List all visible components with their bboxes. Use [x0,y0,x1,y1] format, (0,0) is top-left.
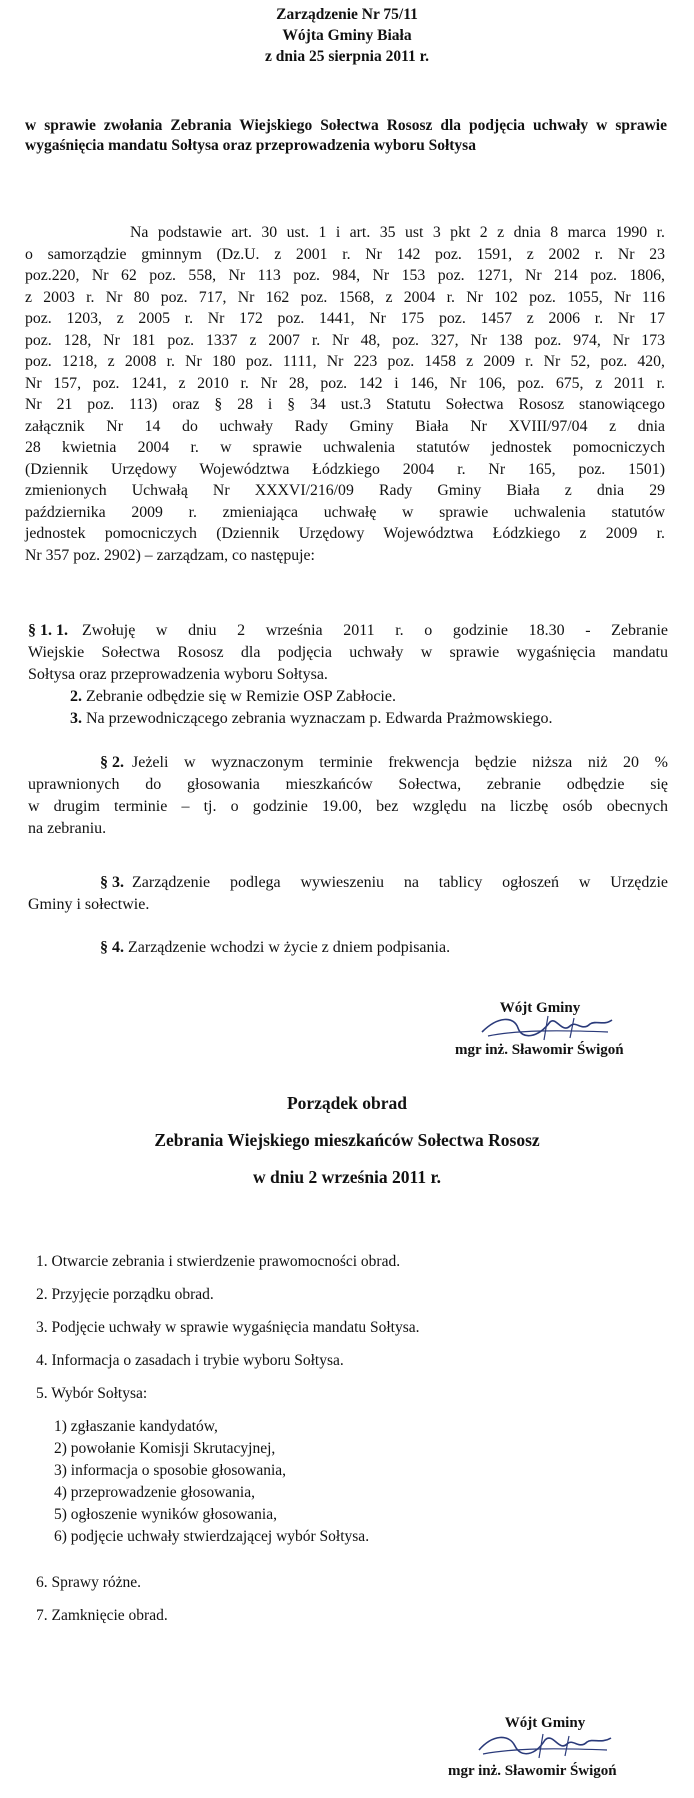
section-1-point-1 [28,620,668,686]
preamble-line: poz. 1203, z 2005 r. Nr 172 poz. 1441, Nr 175 poz. 1457 z 2006 r. Nr 17 [25,310,665,327]
section-3-line [100,872,668,894]
signature-name: mgr inż. Sławomir Świgoń [448,1763,617,1779]
agenda-subitem: 2) powołanie Komisji Skrutacyjnej, [54,1440,276,1457]
point-text: Zebranie odbędzie się w Remizie OSP Zabłocie. [86,688,396,705]
section-1-text: Wiejskie Sołectwa Rososz dla podjęcia uchwały w sprawie wygaśnięcia mandatu [28,644,668,661]
section-2-text: na zebraniu. [28,820,107,837]
header-line-1: Zarządzenie Nr 75/11 [276,6,418,23]
agenda-item: 4. Informacja o zasadach i trybie wyboru Sołtysa. [36,1352,344,1369]
preamble-line: poz.220, Nr 62 poz. 558, Nr 113 poz. 984, Nr 153 poz. 1271, Nr 214 poz. 1806, [25,267,665,284]
preamble-line: października 2009 r. zmieniająca uchwałę w sprawie uchwalenia statutów [25,504,665,521]
section-2-line [100,752,668,774]
preamble-line: poz. 128, Nr 181 poz. 1337 z 2007 r. Nr 48, poz. 327, Nr 138 poz. 974, Nr 173 [25,332,665,349]
agenda-subitem: 6) podjęcie uchwały stwierdzającej wybór Sołtysa. [54,1528,370,1545]
section-2 [28,752,668,840]
section-2-text: uprawnionych do głosowania mieszkańców Sołectwa, zebranie odbędzie się [28,776,668,793]
section-1-mark: § 1. 1. [28,622,68,639]
agenda-item: 5. Wybór Sołtysa: [36,1385,148,1402]
agenda-subitem: 5) ogłoszenie wyników głosowania, [54,1506,277,1523]
section-4-mark: § 4. [100,939,124,956]
handwritten-signature [475,1728,615,1760]
preamble-line: o samorządzie gminnym (Dz.U. z 2001 r. Nr 142 poz. 1591, z 2002 r. Nr 23 [25,246,665,263]
preamble-line: z 2003 r. Nr 80 poz. 717, Nr 162 poz. 1568, z 2004 r. Nr 102 poz. 1055, Nr 116 [25,289,665,306]
preamble-line: zmienionych Uchwałą Nr XXXVI/216/09 Rady Gminy Biała z dnia 29 [25,482,665,499]
section-2-mark: § 2. [100,754,124,771]
agenda-item: 3. Podjęcie uchwały w sprawie wygaśnięcia mandatu Sołtysa. [36,1319,420,1336]
section-4 [100,937,450,959]
preamble-line: 28 kwietnia 2004 r. w sprawie uchwalenia statutów jednostek pomocniczych [25,439,665,456]
section-1-point-3 [70,708,552,730]
signature-title: Wójt Gminy [504,1715,586,1731]
section-3 [28,872,668,916]
preamble-line: jednostek pomocniczych (Dziennik Urzędowy Województwa Łódzkiego z 2009 r. [25,525,665,542]
preamble-line: (Dziennik Urzędowy Województwa Łódzkiego 2004 r. Nr 165, poz. 1501) [25,461,665,478]
preamble-line: Na podstawie art. 30 ust. 1 i art. 35 ust 3 pkt 2 z dnia 8 marca 1990 r. [130,224,665,241]
section-1-text: Zwołuję w dniu 2 września 2011 r. o godzinie 18.30 - Zebranie [82,622,668,639]
point-mark: 3. [70,710,82,727]
point-text: Na przewodniczącego zebrania wyznaczam p. Edwarda Prażmowskiego. [86,710,553,727]
preamble-line: poz. 1218, z 2008 r. Nr 180 poz. 1111, Nr 223 poz. 1458 z 2009 r. Nr 52, poz. 420, [25,353,665,370]
agenda-item: 2. Przyjęcie porządku obrad. [36,1286,214,1303]
preamble-line: Nr 21 poz. 113) oraz § 28 i § 34 ust.3 Statutu Sołectwa Rososz stanowiącego [25,396,665,413]
header-line-3: z dnia 25 sierpnia 2011 r. [265,48,429,65]
agenda-title: Porządek obrad [286,1093,408,1113]
handwritten-signature [478,1012,618,1044]
section-2-text: Jeżeli w wyznaczonym terminie frekwencja będzie niższa niż 20 % [132,754,668,771]
agenda-item: 6. Sprawy różne. [36,1574,142,1591]
agenda-subitem: 1) zgłaszanie kandydatów, [54,1418,218,1435]
section-3-text: Zarządzenie podlega wywieszeniu na tablicy ogłoszeń w Urzędzie [132,874,668,891]
section-3-text: Gminy i sołectwie. [28,896,150,913]
preamble-line: załącznik Nr 14 do uchwały Rady Gminy Biała Nr XVIII/97/04 z dnia [25,418,665,435]
section-1-point-2 [70,686,396,708]
section-2-text: w drugim terminie – tj. o godzinie 19.00, bez względu na liczbę osób obecnych [28,798,668,815]
agenda-subitem: 4) przeprowadzenie głosowania, [54,1484,255,1501]
agenda-item: 7. Zamknięcie obrad. [36,1607,168,1624]
section-1-line [28,620,668,642]
point-mark: 2. [70,688,82,705]
section-3-mark: § 3. [100,874,124,891]
section-1-text: Sołtysa oraz przeprowadzenia wyboru Sołtysa. [28,666,328,683]
preamble-line: Nr 157, poz. 1241, z 2010 r. Nr 28, poz. 142 i 146, Nr 106, poz. 675, z 2011 r. [25,375,665,392]
agenda-subitem: 3) informacja o sposobie głosowania, [54,1462,287,1479]
agenda-item: 1. Otwarcie zebrania i stwierdzenie prawomocności obrad. [36,1253,401,1270]
agenda-subtitle: Zebrania Wiejskiego mieszkańców Sołectwa Rososz [154,1130,540,1150]
agenda-date: w dniu 2 września 2011 r. [253,1167,441,1187]
header-line-2: Wójta Gminy Biała [282,27,412,44]
subject-paragraph: w sprawie zwołania Zebrania Wiejskiego Sołectwa Rososz dla podjęcia uchwały w sprawie wygaśnięcia mandatu Sołtysa oraz przeprowadzenia wyboru Sołtysa [25,117,667,154]
section-4-text: Zarządzenie wchodzi w życie z dniem podpisania. [128,939,451,956]
signature-name: mgr inż. Sławomir Świgoń [455,1042,624,1058]
signature-title: Wójt Gminy [499,1000,581,1016]
preamble-line: Nr 357 poz. 2902) – zarządzam, co następuje: [25,547,315,564]
